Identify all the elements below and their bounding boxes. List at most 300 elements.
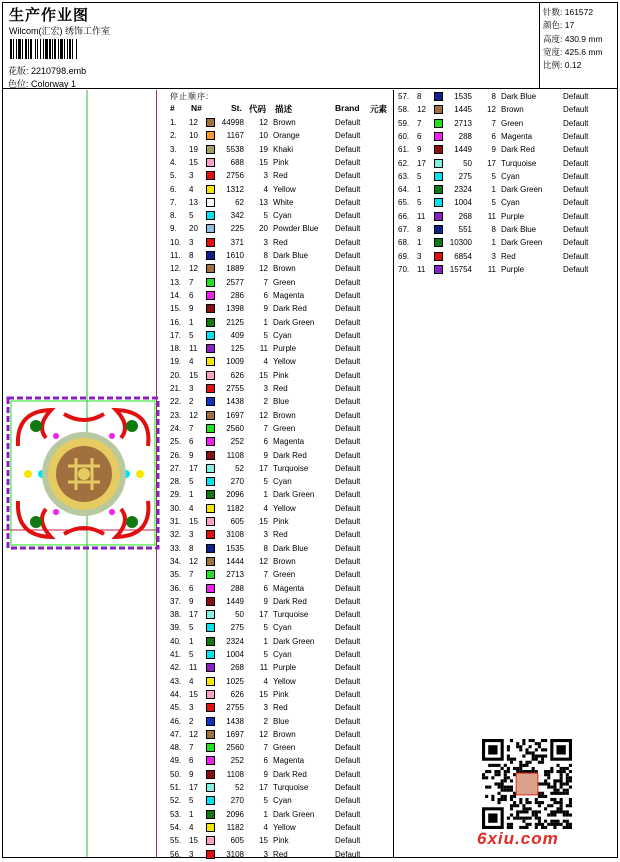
sequence-row bbox=[170, 662, 400, 675]
color-swatch bbox=[206, 437, 215, 446]
watermark-logo: 6xiu.com bbox=[477, 829, 559, 848]
row-code: 3 bbox=[263, 849, 268, 859]
row-number: 21. bbox=[170, 384, 182, 393]
sequence-row bbox=[170, 223, 400, 236]
row-number: 37. bbox=[170, 596, 182, 606]
row-brand: Default bbox=[335, 437, 361, 447]
row-number: 40. bbox=[170, 636, 182, 646]
row-brand: Default bbox=[563, 264, 589, 274]
row-stitches: 2756 bbox=[226, 171, 244, 181]
color-swatch bbox=[206, 637, 215, 646]
row-brand: Default bbox=[335, 251, 361, 260]
row-color-name: Dark Green bbox=[501, 238, 543, 248]
colorway-name: Colorway 1 bbox=[31, 79, 77, 89]
row-stitches: 275 bbox=[230, 623, 244, 633]
color-swatch bbox=[206, 690, 215, 699]
row-code: 11 bbox=[487, 211, 496, 221]
color-swatch bbox=[206, 796, 215, 805]
row-stitches: 252 bbox=[230, 437, 244, 447]
color-swatch bbox=[206, 517, 215, 526]
file-label: 花版: bbox=[8, 66, 29, 76]
row-code: 11 bbox=[259, 344, 268, 354]
row-code: 8 bbox=[263, 543, 268, 553]
row-color-name: Dark Green bbox=[273, 636, 315, 646]
sequence-row bbox=[398, 171, 620, 184]
color-swatch bbox=[206, 158, 215, 167]
row-code: 15 bbox=[259, 836, 268, 846]
row-brand: Default bbox=[335, 743, 361, 753]
row-needle: 5 bbox=[189, 796, 194, 806]
sequence-row bbox=[170, 130, 400, 143]
file-line bbox=[8, 64, 86, 77]
row-color-name: Red bbox=[273, 237, 288, 247]
row-color-name: Dark Red bbox=[273, 304, 307, 314]
row-stitches: 6854 bbox=[454, 251, 472, 261]
row-number: 29. bbox=[170, 490, 182, 500]
sequence-row bbox=[170, 556, 400, 569]
row-brand: Default bbox=[335, 636, 361, 646]
row-stitches: 1445 bbox=[454, 105, 472, 115]
row-stitches: 2324 bbox=[226, 636, 244, 646]
row-needle: 6 bbox=[189, 756, 194, 766]
row-color-name: Cyan bbox=[273, 211, 292, 221]
row-code: 9 bbox=[491, 145, 496, 155]
row-number: 47. bbox=[170, 729, 182, 739]
row-needle: 15 bbox=[189, 836, 198, 846]
row-brand: Default bbox=[335, 517, 361, 526]
row-brand: Default bbox=[335, 583, 361, 593]
sequence-row bbox=[170, 822, 400, 835]
sequence-row bbox=[170, 729, 400, 742]
row-brand: Default bbox=[335, 370, 361, 380]
row-stitches: 1438 bbox=[226, 716, 244, 726]
row-color-name: Green bbox=[273, 743, 296, 753]
row-color-name: Dark Blue bbox=[501, 225, 537, 234]
row-stitches: 52 bbox=[235, 783, 244, 792]
color-swatch bbox=[206, 145, 215, 154]
row-brand: Default bbox=[335, 822, 361, 832]
row-color-name: Cyan bbox=[273, 330, 292, 340]
row-stitches: 371 bbox=[230, 237, 244, 247]
color-swatch bbox=[434, 145, 443, 154]
color-swatch bbox=[206, 650, 215, 659]
sequence-row bbox=[170, 622, 400, 635]
row-needle: 8 bbox=[189, 251, 194, 260]
row-needle: 8 bbox=[417, 92, 422, 101]
color-swatch bbox=[206, 384, 215, 393]
row-brand: Default bbox=[335, 144, 361, 154]
color-swatch bbox=[206, 264, 215, 273]
sequence-row bbox=[398, 131, 620, 144]
color-swatch bbox=[434, 238, 443, 247]
row-code: 7 bbox=[263, 277, 268, 287]
sequence-row bbox=[170, 636, 400, 649]
row-needle: 17 bbox=[189, 610, 198, 620]
row-number: 70. bbox=[398, 264, 410, 274]
row-code: 6 bbox=[263, 437, 268, 447]
row-needle: 5 bbox=[417, 198, 422, 208]
color-swatch bbox=[206, 623, 215, 632]
color-swatch bbox=[434, 172, 443, 181]
color-swatch bbox=[206, 490, 215, 499]
sequence-row bbox=[170, 609, 400, 622]
color-sequence-continued bbox=[394, 90, 617, 274]
row-number: 48. bbox=[170, 743, 182, 753]
row-brand: Default bbox=[335, 211, 361, 221]
sequence-row bbox=[398, 237, 620, 250]
row-color-name: Turquoise bbox=[501, 158, 537, 168]
color-swatch bbox=[206, 131, 215, 140]
row-needle: 7 bbox=[189, 570, 194, 580]
row-stitches: 62 bbox=[235, 197, 244, 207]
row-number: 19. bbox=[170, 357, 182, 367]
row-needle: 13 bbox=[189, 197, 198, 207]
row-needle: 12 bbox=[189, 729, 198, 739]
row-needle: 9 bbox=[189, 450, 194, 460]
color-swatch bbox=[434, 265, 443, 274]
row-color-name: Orange bbox=[273, 131, 300, 141]
sequence-row bbox=[398, 197, 620, 210]
row-brand: Default bbox=[335, 756, 361, 766]
sequence-column-headers bbox=[170, 103, 395, 115]
row-needle: 4 bbox=[189, 676, 194, 686]
row-needle: 1 bbox=[189, 490, 194, 500]
row-needle: 11 bbox=[417, 264, 426, 274]
color-swatch bbox=[206, 756, 215, 765]
row-color-name: Green bbox=[273, 423, 296, 433]
sequence-row bbox=[170, 489, 400, 502]
row-needle: 15 bbox=[189, 517, 198, 526]
row-stitches: 1444 bbox=[226, 556, 244, 566]
row-stitches: 10300 bbox=[449, 238, 472, 248]
row-code: 4 bbox=[263, 357, 268, 367]
row-number: 36. bbox=[170, 583, 182, 593]
row-number: 43. bbox=[170, 676, 182, 686]
color-swatch bbox=[206, 357, 215, 366]
row-needle: 3 bbox=[189, 849, 194, 859]
row-number: 13. bbox=[170, 277, 182, 287]
row-number: 35. bbox=[170, 570, 182, 580]
row-brand: Default bbox=[563, 105, 589, 115]
row-needle: 7 bbox=[189, 277, 194, 287]
row-code: 1 bbox=[263, 636, 268, 646]
row-needle: 3 bbox=[189, 171, 194, 181]
sequence-row bbox=[170, 290, 400, 303]
row-code: 5 bbox=[263, 796, 268, 806]
row-stitches: 1889 bbox=[226, 264, 244, 274]
barcode bbox=[10, 39, 115, 59]
row-number: 32. bbox=[170, 530, 182, 540]
row-color-name: Brown bbox=[273, 410, 296, 420]
row-number: 20. bbox=[170, 370, 182, 380]
row-number: 23. bbox=[170, 410, 182, 420]
row-needle: 9 bbox=[189, 596, 194, 606]
col-needle: N# bbox=[191, 103, 202, 113]
row-stitches: 409 bbox=[230, 330, 244, 340]
row-brand: Default bbox=[335, 410, 361, 420]
row-code: 12 bbox=[487, 105, 496, 115]
row-code: 7 bbox=[491, 118, 496, 128]
row-code: 12 bbox=[259, 410, 268, 420]
row-needle: 6 bbox=[417, 131, 422, 141]
col-code: 代码 bbox=[249, 104, 267, 114]
sequence-row bbox=[170, 197, 400, 210]
row-color-name: Magenta bbox=[273, 437, 305, 447]
color-swatch bbox=[434, 92, 443, 101]
color-swatch bbox=[206, 291, 215, 300]
row-needle: 1 bbox=[189, 317, 194, 327]
row-needle: 15 bbox=[189, 689, 198, 699]
row-number: 68. bbox=[398, 238, 410, 248]
sequence-row bbox=[170, 476, 400, 489]
color-swatch bbox=[206, 171, 215, 180]
stat-colors: 颜色: 17 bbox=[543, 20, 575, 31]
row-brand: Default bbox=[335, 264, 361, 274]
row-code: 12 bbox=[259, 118, 268, 127]
col-element: 元素 bbox=[370, 104, 388, 114]
row-code: 7 bbox=[263, 570, 268, 580]
row-brand: Default bbox=[335, 716, 361, 726]
row-stitches: 44998 bbox=[221, 118, 244, 127]
color-swatch bbox=[434, 132, 443, 141]
row-color-name: Dark Blue bbox=[273, 543, 309, 553]
row-needle: 8 bbox=[417, 225, 422, 234]
row-code: 1 bbox=[491, 185, 496, 195]
row-code: 6 bbox=[263, 583, 268, 593]
row-number: 26. bbox=[170, 450, 182, 460]
row-number: 53. bbox=[170, 809, 182, 819]
row-needle: 1 bbox=[417, 185, 422, 195]
color-swatch bbox=[206, 810, 215, 819]
row-code: 20 bbox=[259, 224, 268, 234]
sequence-row bbox=[170, 277, 400, 290]
row-stitches: 275 bbox=[458, 171, 472, 181]
sequence-row bbox=[170, 716, 400, 729]
color-swatch bbox=[206, 730, 215, 739]
row-stitches: 1108 bbox=[226, 450, 244, 460]
row-needle: 5 bbox=[417, 171, 422, 181]
row-color-name: Dark Green bbox=[273, 317, 315, 327]
row-stitches: 1182 bbox=[226, 822, 244, 832]
row-brand: Default bbox=[335, 809, 361, 819]
row-stitches: 2713 bbox=[454, 118, 472, 128]
row-brand: Default bbox=[335, 610, 361, 620]
row-color-name: Brown bbox=[273, 118, 296, 127]
row-color-name: Purple bbox=[501, 211, 525, 221]
row-code: 17 bbox=[259, 610, 268, 620]
sequence-row bbox=[170, 702, 400, 715]
row-code: 12 bbox=[259, 556, 268, 566]
stat-stitches: 针数: 161572 bbox=[543, 7, 594, 17]
row-stitches: 1697 bbox=[226, 410, 244, 420]
row-number: 15. bbox=[170, 304, 182, 314]
row-number: 69. bbox=[398, 251, 410, 261]
row-color-name: Brown bbox=[273, 556, 296, 566]
row-stitches: 2755 bbox=[226, 384, 244, 393]
row-needle: 19 bbox=[189, 144, 198, 154]
row-needle: 12 bbox=[417, 105, 426, 115]
sequence-row bbox=[170, 809, 400, 822]
row-stitches: 1009 bbox=[226, 357, 244, 367]
row-brand: Default bbox=[563, 171, 589, 181]
row-stitches: 270 bbox=[230, 477, 244, 487]
row-number: 44. bbox=[170, 689, 182, 699]
row-code: 8 bbox=[491, 225, 496, 234]
row-needle: 3 bbox=[189, 530, 194, 540]
row-brand: Default bbox=[335, 556, 361, 566]
row-code: 5 bbox=[491, 171, 496, 181]
row-code: 3 bbox=[491, 251, 496, 261]
row-code: 6 bbox=[263, 756, 268, 766]
row-stitches: 2713 bbox=[226, 570, 244, 580]
row-stitches: 1004 bbox=[226, 650, 244, 659]
row-needle: 6 bbox=[189, 290, 194, 300]
row-color-name: Cyan bbox=[273, 650, 292, 659]
row-color-name: Magenta bbox=[273, 756, 305, 766]
row-brand: Default bbox=[563, 251, 589, 261]
row-stitches: 1449 bbox=[226, 596, 244, 606]
row-color-name: Powder Blue bbox=[273, 224, 319, 234]
row-brand: Default bbox=[563, 131, 589, 141]
row-stitches: 1610 bbox=[226, 251, 244, 260]
row-color-name: Brown bbox=[501, 105, 524, 115]
sequence-row bbox=[170, 529, 400, 542]
row-color-name: Dark Green bbox=[273, 490, 315, 500]
row-needle: 15 bbox=[189, 370, 198, 380]
row-stitches: 1535 bbox=[226, 543, 244, 553]
row-brand: Default bbox=[335, 423, 361, 433]
row-code: 3 bbox=[263, 171, 268, 181]
sequence-row bbox=[398, 144, 620, 157]
row-stitches: 1004 bbox=[454, 198, 472, 208]
row-code: 5 bbox=[491, 198, 496, 208]
row-stitches: 1398 bbox=[226, 304, 244, 314]
color-swatch bbox=[434, 212, 443, 221]
row-color-name: Yellow bbox=[273, 676, 296, 686]
row-number: 31. bbox=[170, 517, 182, 526]
sequence-row bbox=[398, 104, 620, 117]
row-needle: 1 bbox=[417, 238, 422, 248]
row-number: 56. bbox=[170, 849, 182, 859]
color-swatch bbox=[206, 185, 215, 194]
row-number: 12. bbox=[170, 264, 182, 274]
row-code: 4 bbox=[263, 822, 268, 832]
row-needle: 9 bbox=[417, 145, 422, 155]
color-swatch bbox=[206, 783, 215, 792]
row-number: 4. bbox=[170, 157, 177, 167]
row-stitches: 1182 bbox=[226, 503, 244, 513]
color-swatch bbox=[206, 743, 215, 752]
sequence-row bbox=[170, 649, 400, 662]
row-needle: 9 bbox=[189, 304, 194, 314]
row-needle: 12 bbox=[189, 118, 198, 127]
row-stitches: 1312 bbox=[226, 184, 244, 194]
sequence-row bbox=[398, 184, 620, 197]
row-code: 12 bbox=[259, 264, 268, 274]
stat-width: 宽度: 425.6 mm bbox=[543, 46, 603, 57]
row-needle: 5 bbox=[189, 623, 194, 633]
row-code: 3 bbox=[263, 530, 268, 540]
row-number: 17. bbox=[170, 330, 182, 340]
embroidery-design-preview bbox=[6, 396, 162, 552]
row-number: 64. bbox=[398, 185, 410, 195]
row-brand: Default bbox=[335, 530, 361, 540]
color-swatch bbox=[206, 224, 215, 233]
row-number: 38. bbox=[170, 610, 182, 620]
row-brand: Default bbox=[335, 650, 361, 659]
row-stitches: 2577 bbox=[226, 277, 244, 287]
row-brand: Default bbox=[335, 317, 361, 327]
row-stitches: 1535 bbox=[454, 92, 472, 101]
row-needle: 4 bbox=[189, 184, 194, 194]
row-color-name: Pink bbox=[273, 689, 289, 699]
color-swatch bbox=[206, 411, 215, 420]
sequence-row bbox=[170, 184, 400, 197]
row-color-name: Yellow bbox=[273, 503, 296, 513]
color-swatch bbox=[206, 703, 215, 712]
color-swatch bbox=[206, 371, 215, 380]
row-stitches: 2755 bbox=[226, 703, 244, 713]
colorway-label: 色位: bbox=[8, 79, 29, 89]
color-swatch bbox=[206, 331, 215, 340]
row-code: 5 bbox=[263, 477, 268, 487]
row-stitches: 2096 bbox=[226, 490, 244, 500]
row-stitches: 2560 bbox=[226, 743, 244, 753]
row-color-name: Cyan bbox=[501, 198, 520, 208]
row-color-name: Dark Red bbox=[273, 450, 307, 460]
row-brand: Default bbox=[563, 118, 589, 128]
row-needle: 1 bbox=[189, 636, 194, 646]
design-preview-panel bbox=[3, 90, 157, 857]
row-needle: 15 bbox=[189, 157, 198, 167]
color-sequence-panel bbox=[158, 90, 394, 857]
row-number: 49. bbox=[170, 756, 182, 766]
row-stitches: 605 bbox=[230, 836, 244, 846]
color-swatch bbox=[206, 770, 215, 779]
color-swatch bbox=[206, 344, 215, 353]
row-stitches: 50 bbox=[235, 610, 244, 620]
row-stitches: 270 bbox=[230, 796, 244, 806]
row-color-name: Yellow bbox=[273, 357, 296, 367]
row-color-name: Blue bbox=[273, 397, 290, 407]
row-brand: Default bbox=[335, 623, 361, 633]
row-stitches: 268 bbox=[230, 663, 244, 673]
row-number: 11. bbox=[170, 251, 181, 260]
row-needle: 17 bbox=[417, 158, 426, 168]
row-number: 1. bbox=[170, 118, 177, 127]
col-stitches: St. bbox=[231, 103, 242, 113]
row-number: 57. bbox=[398, 92, 410, 101]
row-code: 8 bbox=[491, 92, 496, 101]
sequence-row bbox=[170, 503, 400, 516]
production-worksheet bbox=[2, 2, 618, 858]
row-needle: 2 bbox=[189, 397, 194, 407]
sequence-row bbox=[398, 91, 620, 104]
row-color-name: Purple bbox=[273, 344, 297, 354]
row-stitches: 125 bbox=[230, 344, 244, 354]
row-brand: Default bbox=[563, 238, 589, 248]
row-needle: 12 bbox=[189, 556, 198, 566]
row-code: 3 bbox=[263, 703, 268, 713]
row-number: 8. bbox=[170, 211, 177, 221]
row-code: 17 bbox=[259, 463, 268, 473]
sequence-row bbox=[170, 330, 400, 343]
row-code: 11 bbox=[259, 663, 268, 673]
row-code: 4 bbox=[263, 184, 268, 194]
row-code: 10 bbox=[259, 131, 268, 141]
sequence-row bbox=[170, 210, 400, 223]
sequence-row bbox=[170, 782, 400, 795]
